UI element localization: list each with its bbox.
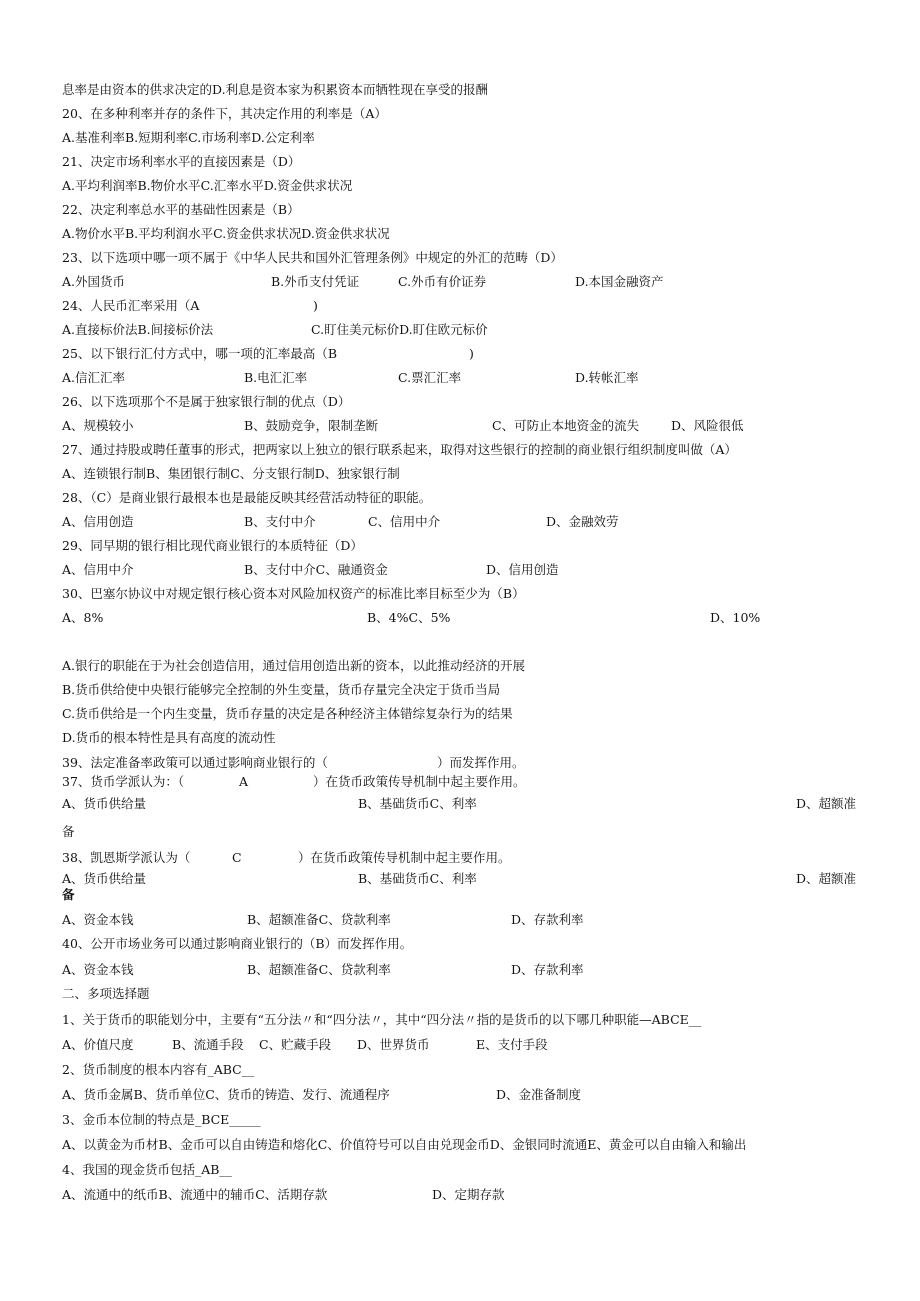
text-segment: 24、人民币汇率采用（A xyxy=(62,298,200,313)
text-segment: B、支付中介C、融通资金 xyxy=(244,562,388,577)
text-segment: C.盯住美元标价D.盯住欧元标价 xyxy=(311,322,488,337)
text-segment: D、存款利率 xyxy=(511,912,584,927)
text-segment: 37、货币学派认为：（ xyxy=(62,774,185,789)
text-segment: A.基准利率B.短期利率C.市场利率D.公定利率 xyxy=(62,130,315,145)
text-segment: 26、以下选项那个不是属于独家银行制的优点（D） xyxy=(62,394,351,409)
text-segment: 30、巴塞尔协议中对规定银行核心资本对风险加权资产的标准比率目标至少为（B） xyxy=(62,586,525,601)
text-segment: 38、凯恩斯学派认为（ xyxy=(62,850,191,865)
text-segment: E、支付手段 xyxy=(476,1037,548,1052)
text-segment: C xyxy=(232,850,242,865)
text-segment: A.物价水平B.平均利润水平C.资金供求状况D.资金供求状况 xyxy=(62,226,390,241)
text-segment: D、金准备制度 xyxy=(496,1087,582,1102)
text-segment: 20、在多种利率并存的条件下，其决定作用的利率是（A） xyxy=(62,106,387,121)
text-segment: D、信用创造 xyxy=(486,562,559,577)
text-segment: A xyxy=(239,774,249,789)
text-segment: D.本国金融资产 xyxy=(575,274,664,289)
text-segment: A、资金本钱 xyxy=(62,962,134,977)
text-segment: D、超额准 xyxy=(796,871,857,886)
text-segment: D、存款利率 xyxy=(511,962,584,977)
text-segment: 息率是由资本的供求决定的D.利息是资本家为积累资本而牺牲现在享受的报酬 xyxy=(62,82,489,97)
text-segment: B、4%C、5% xyxy=(367,610,451,625)
text-segment: D、金融效劳 xyxy=(546,514,619,529)
text-segment: 27、通过持股或聘任董事的形式，把两家以上独立的银行联系起来，取得对这些银行的控制的商业银行组织制度叫做（A） xyxy=(62,442,737,457)
text-segment: C、信用中介 xyxy=(368,514,441,529)
text-segment: 备 xyxy=(62,887,75,902)
text-segment: B、鼓励竞争，限制垄断 xyxy=(244,418,379,433)
text-segment: B、超额准备C、贷款利率 xyxy=(247,912,391,927)
text-segment: C、可防止本地资金的流失 xyxy=(492,418,640,433)
text-segment: 39、法定准备率政策可以通过影响商业银行的（ xyxy=(62,755,328,770)
text-segment: ) xyxy=(469,346,474,361)
text-segment: C.外币有价证券 xyxy=(398,274,487,289)
text-segment: ）在货币政策传导机制中起主要作用。 xyxy=(298,850,511,865)
text-segment: D、世界货币 xyxy=(357,1037,430,1052)
text-segment: A、价值尺度 xyxy=(62,1037,134,1052)
text-segment: 1、关于货币的职能划分中，主要有“五分法〃和“四分法〃，其中“四分法〃指的是货币的以下哪几种职能—ABCE__ xyxy=(62,1012,702,1027)
text-segment: ）在货币政策传导机制中起主要作用。 xyxy=(313,774,526,789)
text-segment: 4、我国的现金货币包括_AB__ xyxy=(62,1162,232,1177)
text-segment: A、货币供给量 xyxy=(62,871,147,886)
text-segment: B、支付中介 xyxy=(244,514,316,529)
text-segment: 3、金币本位制的特点是_BCE_____ xyxy=(62,1112,261,1127)
text-segment: A.直接标价法B.间接标价法 xyxy=(62,322,214,337)
text-segment: A、连锁银行制B、集团银行制C、分支银行制D、独家银行制 xyxy=(62,466,400,481)
text-segment: D、风险很低 xyxy=(671,418,744,433)
text-segment: 25、以下银行汇付方式中，哪一项的汇率最高（B xyxy=(62,346,338,361)
text-segment: A.银行的职能在于为社会创造信用，通过信用创造出新的资本，以此推动经济的开展 xyxy=(62,658,526,673)
text-segment: A、资金本钱 xyxy=(62,912,134,927)
text-segment: 29、同早期的银行相比现代商业银行的本质特征（D） xyxy=(62,538,363,553)
text-segment: C.票汇汇率 xyxy=(398,370,462,385)
text-segment: D.转帐汇率 xyxy=(575,370,639,385)
text-segment: ) xyxy=(313,298,318,313)
text-segment: A.外国货币 xyxy=(62,274,126,289)
text-segment: A、信用中介 xyxy=(62,562,134,577)
text-segment: A、流通中的纸币B、流通中的辅币C、活期存款 xyxy=(62,1187,328,1202)
text-segment: A、货币金属B、货币单位C、货币的铸造、发行、流通程序 xyxy=(62,1087,390,1102)
text-segment: 40、公开市场业务可以通过影响商业银行的（B）而发挥作用。 xyxy=(62,936,413,951)
text-segment: C、贮藏手段 xyxy=(259,1037,332,1052)
text-segment: A、以黄金为币材B、金币可以自由铸造和熔化C、价值符号可以自由兑现金币D、金银同时流通E、黄金可以自由输入和输出 xyxy=(62,1137,747,1152)
text-segment: 21、决定市场利率水平的直接因素是（D） xyxy=(62,154,301,169)
text-segment: C.货币供给是一个内生变量，货币存量的决定是各种经济主体错综复杂行为的结果 xyxy=(62,706,513,721)
text-segment: B、基础货币C、利率 xyxy=(358,796,477,811)
text-segment: 2、货币制度的根本内容有_ABC__ xyxy=(62,1062,255,1077)
text-segment: B.货币供给使中央银行能够完全控制的外生变量，货币存量完全决定于货币当局 xyxy=(62,682,501,697)
text-segment: A、货币供给量 xyxy=(62,796,147,811)
text-segment: A、信用创造 xyxy=(62,514,134,529)
text-segment: B、流通手段 xyxy=(172,1037,244,1052)
text-segment: A.信汇汇率 xyxy=(62,370,126,385)
text-segment: A.平均利润率B.物价水平C.汇率水平D.资金供求状况 xyxy=(62,178,353,193)
text-segment: B、基础货币C、利率 xyxy=(358,871,477,886)
text-segment: ）而发挥作用。 xyxy=(437,755,525,770)
text-segment: B.电汇汇率 xyxy=(244,370,308,385)
text-segment: B.外币支付凭证 xyxy=(271,274,360,289)
text-segment: 22、决定利率总水平的基础性因素是（B） xyxy=(62,202,300,217)
text-segment: 二、多项选择题 xyxy=(62,986,150,1001)
text-segment: 28、（C）是商业银行最根本也是最能反映其经营活动特征的职能。 xyxy=(62,490,432,505)
text-segment: D、超额准 xyxy=(796,796,857,811)
text-segment: B、超额准备C、贷款利率 xyxy=(247,962,391,977)
text-segment: A、规模较小 xyxy=(62,418,134,433)
text-segment: D、10% xyxy=(710,610,761,625)
text-segment: A、8% xyxy=(62,610,104,625)
text-segment: D、定期存款 xyxy=(432,1187,505,1202)
text-segment: D.货币的根本特性是具有高度的流动性 xyxy=(62,730,276,745)
text-segment: 备 xyxy=(62,824,75,839)
text-segment: 23、以下选项中哪一项不属于《中华人民共和国外汇管理条例》中规定的外汇的范畴（D） xyxy=(62,250,563,265)
